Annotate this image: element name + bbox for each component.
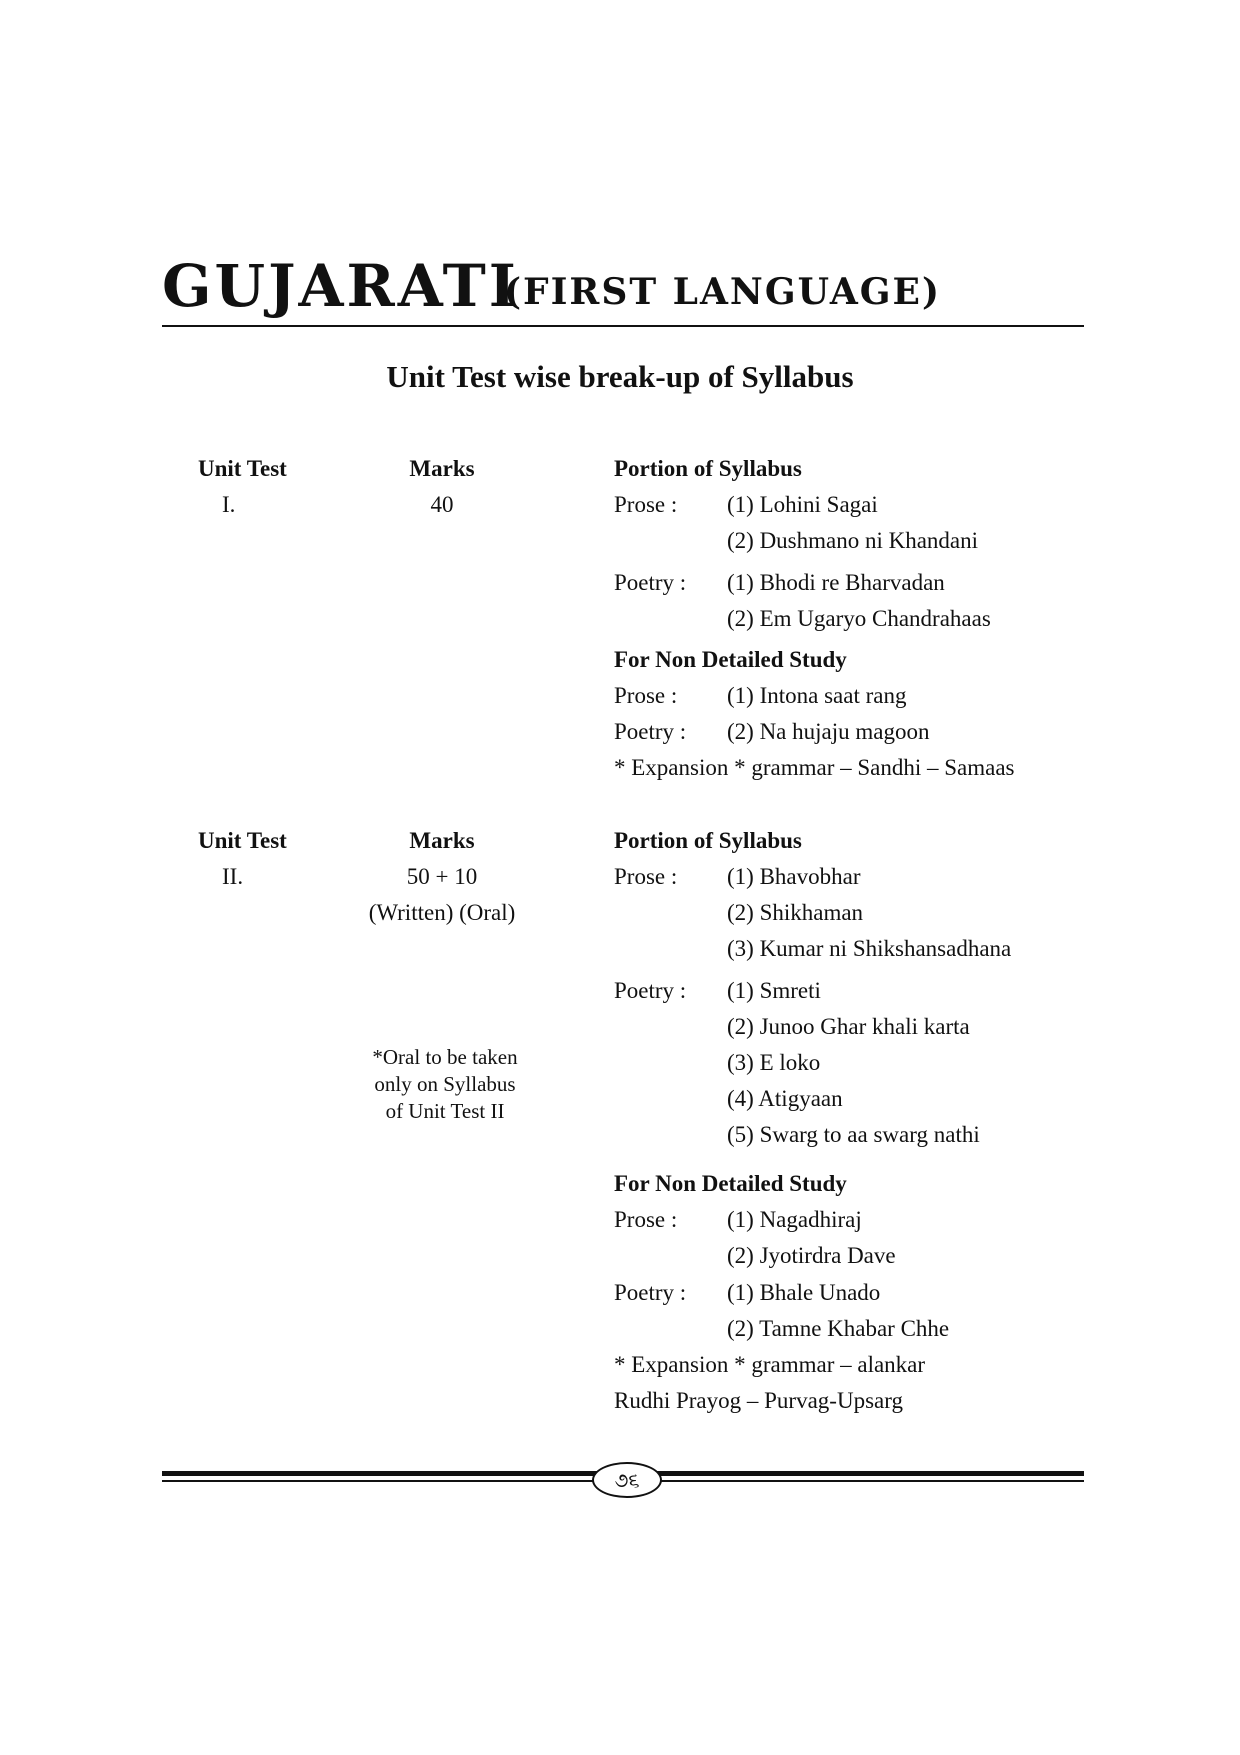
page-header: [162, 250, 1084, 327]
unit1-nd-prose-item: (1) Intona saat rang: [727, 683, 907, 708]
unit2-nd-prose-item: (2) Jyotirdra Dave: [727, 1243, 896, 1268]
unit2-nd-poetry-item: (2) Tamne Khabar Chhe: [727, 1316, 950, 1341]
unit2-poetry-label: Poetry :: [614, 978, 687, 1003]
unit1-col-unit-test: Unit Test: [198, 456, 287, 481]
unit2-nd-poetry-label: Poetry :: [614, 1280, 687, 1305]
unit1-non-detailed-heading: For Non Detailed Study: [614, 647, 847, 672]
unit1-prose-item: (1) Lohini Sagai: [727, 492, 878, 517]
unit1-poetry-item: (1) Bhodi re Bharvadan: [727, 570, 945, 595]
unit1-poetry-label: Poetry :: [614, 570, 687, 595]
unit1-nd-prose-label: Prose :: [614, 683, 678, 708]
unit1-poetry-item: (2) Em Ugaryo Chandrahaas: [727, 606, 991, 631]
unit2-prose-item: (2) Shikhaman: [727, 900, 864, 925]
unit1-col-marks: Marks: [409, 456, 475, 481]
unit2-marks-detail: (Written) (Oral): [368, 900, 516, 925]
unit1-col-portion: Portion of Syllabus: [614, 456, 802, 481]
page-title: GUJARATI: [162, 252, 519, 320]
unit2-col-unit-test: Unit Test: [198, 828, 287, 853]
unit2-prose-label: Prose :: [614, 864, 678, 889]
unit1-prose-item: (2) Dushmano ni Khandani: [727, 528, 979, 553]
unit1-nd-poetry-label: Poetry :: [614, 719, 687, 744]
unit2-marks: 50 + 10: [406, 864, 478, 889]
unit2-nd-poetry-item: (1) Bhale Unado: [727, 1280, 881, 1305]
unit2-nd-prose-item: (1) Nagadhiraj: [727, 1207, 862, 1232]
unit2-poetry-item: (1) Smreti: [727, 978, 821, 1003]
unit2-poetry-item: (4) Atigyaan: [727, 1086, 843, 1111]
unit2-nd-prose-label: Prose :: [614, 1207, 678, 1232]
unit2-extra: Rudhi Prayog – Purvag-Upsarg: [614, 1388, 903, 1413]
unit2-col-portion: Portion of Syllabus: [614, 828, 802, 853]
page-footer: [162, 1462, 1084, 1492]
unit2-oral-note-line: of Unit Test II: [385, 1099, 505, 1123]
unit2-oral-note-line: *Oral to be taken: [372, 1045, 518, 1069]
unit2-poetry-item: (3) E loko: [727, 1050, 821, 1075]
unit2-non-detailed-heading: For Non Detailed Study: [614, 1171, 847, 1196]
unit2-oral-note-line: only on Syllabus: [374, 1072, 516, 1096]
unit1-prose-label: Prose :: [614, 492, 678, 517]
unit1-marks: 40: [430, 492, 454, 517]
unit2-poetry-item: (2) Junoo Ghar khali karta: [727, 1014, 970, 1039]
unit2-extra: * Expansion * grammar – alankar: [614, 1352, 926, 1377]
section-heading: Unit Test wise break-up of Syllabus: [386, 359, 854, 394]
unit2-oral-note: [350, 1044, 540, 1125]
unit2-poetry-item: (5) Swarg to aa swarg nathi: [727, 1122, 980, 1147]
page-number: ૭૬: [592, 1462, 662, 1498]
unit2-col-marks: Marks: [409, 828, 475, 853]
unit1-number: I.: [222, 492, 236, 517]
unit2-prose-item: (1) Bhavobhar: [727, 864, 861, 889]
unit1-nd-poetry-item: (2) Na hujaju magoon: [727, 719, 930, 744]
unit2-number: II.: [222, 864, 244, 889]
unit2-prose-item: (3) Kumar ni Shikshansadhana: [727, 936, 1012, 961]
unit1-extra: * Expansion * grammar – Sandhi – Samaas: [614, 755, 1015, 780]
page-title-subtitle: (FIRST LANGUAGE): [504, 271, 941, 313]
